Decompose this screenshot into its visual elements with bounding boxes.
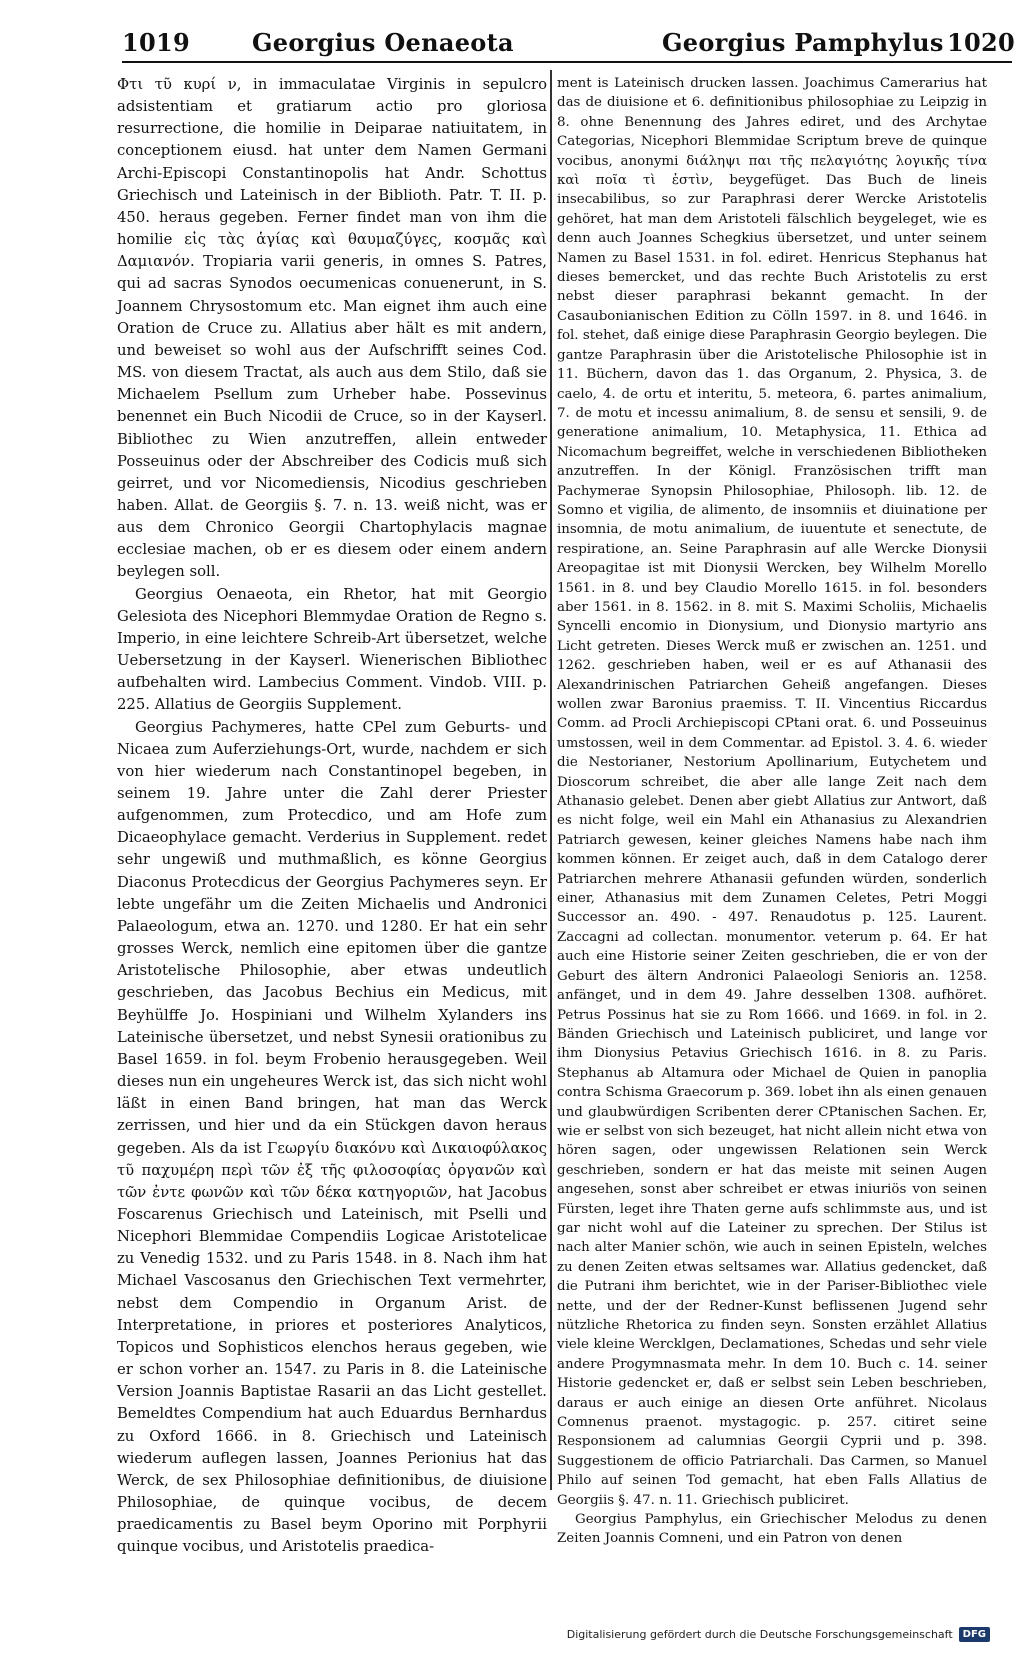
header-title-right: Georgius Pamphylus (662, 28, 944, 57)
entry-pamphylus: Georgius Pamphylus, ein Griechischer Melodus zu denen Zeiten Joannis Comneni, und ein Patron von denen (557, 1512, 987, 1547)
column-divider (550, 70, 552, 1490)
dfg-logo: DFG (959, 1627, 990, 1642)
left-paragraph-continued: Φτι τῦ κυρί ν, in immaculatae Virginis in sepulcro adsistentiam et gratiarum actio pro gloriosa resurrectione, die homilie in Deiparae natiuitatem, in conceptionem eiusd. hat unter dem Namen Germani Archi-Episcopi Constantinopolis hat Andr. Schottus Griechisch und Lateinisch in der Biblioth. Patr. T. II. p. 450. heraus gegeben. Ferner findet man von ihm die homilie εἰς τὰς ἁγίας καὶ θαυμαζύγες, κοσμᾶς καὶ Δαμιανόν. Tropiaria varii generis, in omnes S. Patres, qui ad sacras Synodos oecumenicas conuenerunt, in S. Joannem Chrysostomum etc. Man eignet ihm auch eine Oration de Cruce zu. Allatius aber hält es mit andern, und beweiset so wohl aus der Aufschrifft seines Cod. MS. von diesem Tractat, als auch aus dem Stilo, daß sie Michaelem Psellum zum Urheber habe. Possevinus benennet ein Buch Nicodii de Cruce, so in der Kayserl. Bibliothec zu Wien anzutreffen, allein entweder Posseuinus oder der Abschreiber des Codicis muß sich geirret, und vor Nicomediensis, Nicodius geschrieben haben. Allat. de Georgiis §. 7. n. 13. weiß nicht, was er aus dem Chronico Georgii Chartophylacis magnae ecclesiae machen, ob er es diesem oder einem andern beylegen soll. (117, 76, 547, 581)
entry-pachymeres: Georgius Pachymeres, hatte CPel zum Geburts- und Nicaea zum Auferziehungs-Ort, wurde, nachdem er sich von hier wiederum nach Constantinopel begeben, in seinem 19. Jahre unter die Zahl derer Priester aufgenommen, zum Protecdico, und am Hofe zum Dicaeophylace gemacht. Verderius in Supplement. redet sehr ungewiß und muthmaßlich, es könne Georgius Diaconus Protecdicus der Georgius Pachymeres seyn. Er lebte ungefähr um die Zeiten Michaelis und Andronici Palaeologum, etwa an. 1270. und 1280. Er hat ein sehr grosses Werck, nemlich eine epitomen über die gantze Aristotelische Philosophie, aber etwas undeutlich geschrieben, das Jacobus Bechius ein Medicus, mit Beyhülffe Jo. Hospiniani und Wilhelm Xylanders ins Lateinische übersetzet, und nebst Synesii orationibus zu Basel 1659. in fol. beym Frobenio herausgegeben. Weil dieses nun ein ungeheures Werck ist, das sich nicht wohl läßt in einen Band bringen, hat man das Werck zerrissen, und hier und da ein Stückgen davon heraus gegeben. Als da ist Γεωργίυ διακόνυ καὶ Δικαιοφύλακος τῦ παχυμέρη περὶ τῶν ἐξ τῆς φιλοσοφίας ὀργανῶν καὶ τῶν ἐντε φωνῶν καὶ τῶν δέκα κατηγοριῶν, hat Jacobus Foscarenus Griechisch und Lateinisch, mit Pselli und Nicephori Blemmidae Compendiis Logicae Aristotelicae zu Venedig 1532. und zu Paris 1548. in 8. Nach ihm hat Michael Vascosanus den Griechischen Text vermehrter, nebst dem Compendio in Organum Arist. de Interpretatione, in priores et posteriores Analyticos, Topicos und Sophisticos elenchos heraus gegeben, wie er schon vorher an. 1547. zu Paris in 8. die Lateinische Version Joannis Baptistae Rasarii an das Licht gestellet. Bemeldtes Compendium hat auch Eduardus Bernhardus zu Oxford 1666. in 8. Griechisch und Lateinisch wiederum auflegen lassen, Joannes Perionius hat das Werck, de sex Philosophiae definitionibus, de diuisione Philosophiae, de quinque vocibus, de decem praedicamentis zu Basel beym Oporino mit Porphyrii quinque vocibus, und Aristotelis praedica- (117, 718, 547, 1556)
header-rule (122, 61, 1012, 63)
left-column (117, 74, 547, 1558)
page-number-right: 1020 (947, 28, 1015, 57)
page-number-left: 1019 (122, 28, 190, 57)
credit-text: Digitalisierung gefördert durch die Deutsche Forschungsgemeinschaft (566, 1628, 953, 1641)
entry-oenaeota: Georgius Oenaeota, ein Rhetor, hat mit Georgio Gelesiota des Nicephori Blemmydae Oration de Regno s. Imperio, in eine leichtere Schreib-Art übersetzet, welche Uebersetzung in der Kayserl. Wienerischen Bibliothec aufbehalten wird. Lambecius Comment. Vindob. VIII. p. 225. Allatius de Georgiis Supplement. (117, 585, 547, 714)
digitization-credit (567, 1627, 990, 1642)
right-paragraph-continued: ment is Lateinisch drucken lassen. Joachimus Camerarius hat das de diuisione et 6. definitionibus philosophiae zu Leipzig in 8. ohne Benennung des Jahres ediret, und des Archytae Categorias, Nicephori Blemmidae Scriptum breve de quinque vocibus, anonymi διάληψι παι τῆς πελαγιότης λογικῆς τίνα καὶ ποῖα τὶ ἐστὶν, beygefüget. Das Buch de lineis insecabilibus, so zur Paraphrasi derer Wercke Aristotelis gehöret, hat man dem Aristoteli fälschlich beygeleget, wie es denn auch Joannes Schegkius übersetzet, und unter seinem Namen zu Basel 1531. in fol. ediret. Henricus Stephanus hat dieses bemercket, und das rechte Buch Aristotelis zu erst nebst dieser paraphrasi bekannt gemacht. In der Casaubonianischen Edition zu Cölln 1597. in 8. und 1646. in fol. stehet, daß einige diese Paraphrasin Georgio beylegen. Die gantze Paraphrasin über die Aristotelische Philosophie ist in 11. Büchern, davon das 1. das Organum, 2. Physica, 3. de caelo, 4. de ortu et interitu, 5. meteora, 6. partes animalium, 7. de motu et incessu animalium, 8. de sensu et sensili, 9. de generatione animalium, 10. Metaphysica, 11. Ethica ad Nicomachum begreiffet, welche in verschiedenen Bibliotheken anzutreffen. In der Königl. Französischen trifft man Pachymerae Synopsin Philosophiae, Philosoph. lib. 12. de Somno et vigilia, de alimento, de insomniis et diuinatione per insomnia, de motu animalium, de iuuentute et senectute, de respiratione, an. Seine Paraphrasin auf alle Wercke Dionysii Areopagitae ist mit Dionysii Wercken, bey Wilhelm Morello 1561. in 8. und bey Claudio Morello 1615. in fol. besonders aber 1561. in 8. 1562. in 8. mit S. Maximi Scholiis, Michaelis Syncelli encomio in Dionysium, und Dionysio martyrio ans Licht getreten. Dieses Werck muß er zwischen an. 1251. und 1262. geschrieben haben, weil er es auf Athanasii des Alexandrinischen Patriarchen Geheiß angefangen. Dieses wollen zwar Baronius praemiss. T. II. Vincentius Riccardus Comm. ad Procli Archiepiscopi CPtani orat. 6. und Posseuinus umstossen, weil in dem Commentar. ad Epistol. 3. 4. 6. wieder die Nestorianer, Nestorium Apollinarium, Eutychetem und Dioscorum schreibet, die aber alle lange Zeit nach dem Athanasio gelebet. Denen aber giebt Allatius zur Antwort, daß es nicht folge, weil ein Mahl ein Athanasius zu Alexandrien Patriarch gewesen, keiner gleiches Namens habe nach ihm kommen können. Er zeiget auch, daß in dem Catalogo derer Patriarchen mehrere Athanasii gefunden würden, sonderlich einer, Athanasius mit dem Zunamen Celetes, Petri Moggi Successor an. 490. - 497. Renaudotus p. 125. Laurent. Zaccagni ad collectan. monumentor. veterum p. 64. Er hat auch eine Historie seiner Zeiten geschrieben, die er von der Geburt des ältern Andronici Palaeologi Senioris an. 1258. anfänget, und in dem 49. Jahre desselben 1308. aufhöret. Petrus Possinus hat sie zu Rom 1666. und 1669. in fol. in 2. Bänden Griechisch und Lateinisch publiciret, und lange vor ihm Dionysius Petavius Griechisch 1616. in 8. zu Paris. Stephanus ab Altamura oder Michael de Quien in panoplia contra Schisma Graecorum p. 369. lobet ihn als einen genauen und glaubwürdigen Scribenten derer CPtanischen Sachen. Er, wie er selbst von sich bezeuget, hat nicht allein nicht etwa von hören sagen, oder ungewissen Relationen sein Werck geschrieben, sondern er hat das meiste mit seinen Augen angesehen, sonst aber schreibet er etwas iniuriös von seinen Fürsten, leget ihre Thaten gerne aufs schlimmste aus, und ist gar nicht wohl auf die Lateiner zu sprechen. Der Stilus ist nach alter Manier schön, wie auch in seinen Episteln, welches zu denen Zeiten etwas seltsames war. Allatius gedencket, daß die Putrani ihm berichtet, wie in der Pariser-Bibliothec viele nette, und der der Redner-Kunst beflissenen Jugend sehr nützliche Rhetorica zu finden seyn. Sonsten erzählet Allatius viele kleine Wercklgen, Declamationes, Schedas und sehr viele andere Progymnasmata mehr. In dem 10. Buch c. 14. seiner Historie gedencket er, daß er selbst sein Leben beschrieben, daraus er auch einige an diesen Orte anführet. Nicolaus Comnenus praenot. mystagogic. p. 257. citiret seine Responsionem ad calumnias Georgii Cyprii und p. 398. Suggestionem de officio Patriarchali. Das Carmen, so Manuel Philo auf seinen Tod gemacht, hat eben Falls Allatius de Georgiis §. 47. n. 11. Griechisch publiciret. (557, 76, 987, 1508)
header-title-left: Georgius Oenaeota (252, 28, 514, 57)
right-column (557, 74, 987, 1549)
running-header (112, 28, 1032, 68)
